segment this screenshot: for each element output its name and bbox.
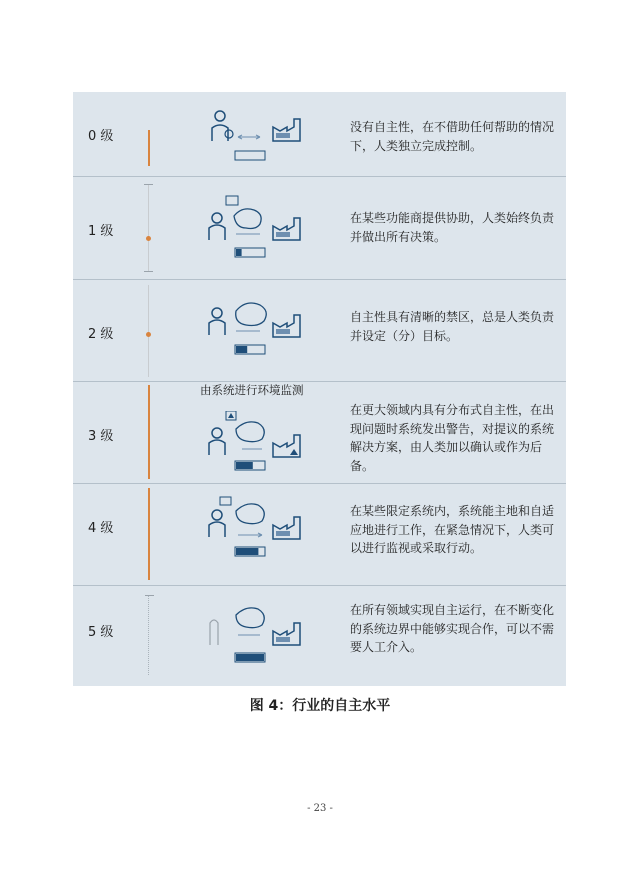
human-system-monitor-icon [198, 411, 318, 475]
figure-caption: 图 4：行业的自主水平 [249, 698, 391, 714]
page-number: - 23 - [307, 803, 333, 814]
full-autonomy-icon [198, 595, 318, 673]
level-description: 在更大领域内具有分布式自主性，在出现问题时系统发出警告，对提议的系统解决方案，由人类加以确认或作为后备。 [350, 403, 555, 473]
level-description: 在所有领域实现自主运行，在不断变化的系统边界中能够实现合作，可以不需要人工介入。 [350, 603, 555, 654]
level-label: 5 级 [88, 625, 114, 640]
system-adaptive-icon [198, 495, 318, 565]
level-description: 在某些限定系统内，系统能主地和自适应地进行工作，在紧急情况下，人类可以进行监视或采取行动。 [350, 504, 555, 555]
level-label: 2 级 [88, 327, 114, 342]
level-row-4 [73, 483, 566, 586]
human-factory-icon [198, 107, 318, 167]
human-system-assist-icon [198, 194, 318, 262]
level-track [148, 385, 149, 479]
level-description: 自主性具有清晰的禁区，总是人类负责并设定（分）目标。 [350, 310, 555, 343]
autonomy-bar-fill [236, 654, 264, 661]
autonomy-bar-fill [236, 462, 253, 469]
human-system-subgoal-icon [198, 297, 318, 367]
level-track [148, 595, 150, 675]
level-row-0 [73, 92, 566, 177]
level-track [148, 488, 149, 580]
level-row-3 [73, 381, 566, 484]
level-label: 4 级 [88, 521, 114, 536]
monitoring-label: 由系统进行环境监测 [200, 383, 304, 397]
level-description: 没有自主性，在不借助任何帮助的情况下，人类独立完成控制。 [350, 120, 555, 153]
level-description: 在某些功能商提供协助，人类始终负责并做出所有决策。 [350, 211, 555, 244]
autonomy-bar-fill [236, 548, 258, 555]
level-label: 3 级 [88, 429, 114, 444]
level-row-1 [73, 176, 566, 280]
level-track [148, 184, 149, 272]
level-label: 1 级 [88, 224, 114, 239]
autonomy-bar-fill [236, 249, 242, 256]
autonomy-levels-table [73, 92, 566, 686]
level-track [148, 130, 149, 166]
autonomy-bar-fill [236, 346, 247, 353]
level-row-2 [73, 279, 566, 382]
level-row-5 [73, 585, 566, 686]
level-track [148, 285, 149, 377]
level-label: 0 级 [88, 129, 114, 144]
